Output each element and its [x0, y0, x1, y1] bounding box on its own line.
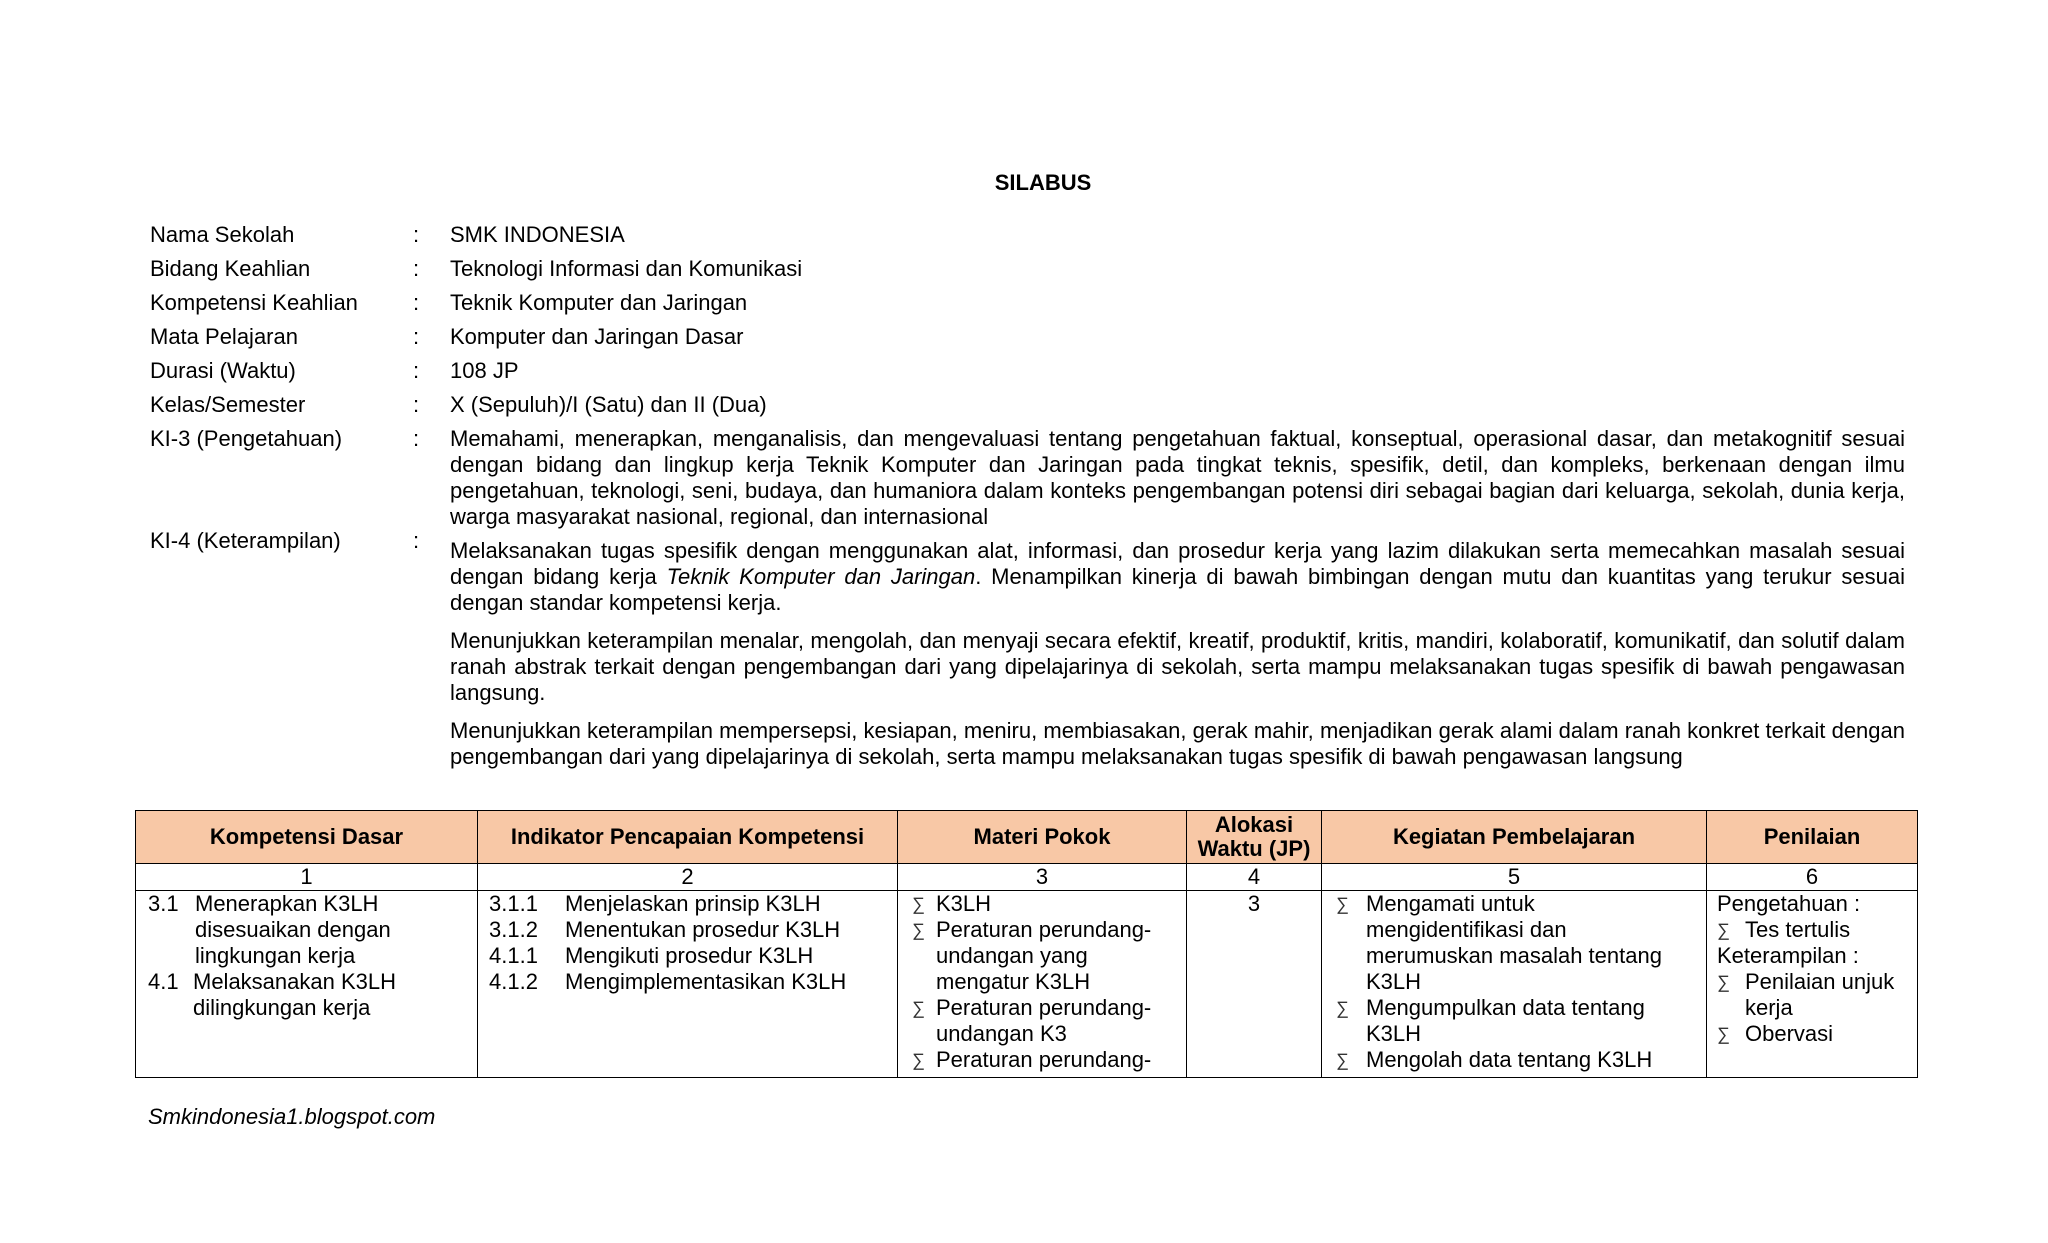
ipk-item — [478, 917, 897, 943]
sigma-bullet-icon: ∑ — [1336, 1050, 1349, 1070]
kd-cell — [136, 891, 478, 1078]
column-number: 2 — [478, 864, 898, 891]
info-value: X (Sepuluh)/I (Satu) dan II (Dua) — [450, 392, 767, 417]
ki4-text-block — [450, 538, 1905, 770]
ki4-paragraph-2: Menunjukkan keterampilan menalar, mengolah, dan menyaji secara efektif, kreatif, produktif, kritis, mandiri, kolaboratif, komunikatif, dan solutif dalam ranah abstrak terkait dengan pengembangan dari yang dipelajarinya di sekolah, serta mampu melaksanakan tugas spesifik di bawah pengawasan langsung. — [450, 628, 1905, 705]
document-title: SILABUS — [994, 170, 1092, 195]
penilaian-keterampilan-label: Keterampilan : — [1717, 943, 1859, 968]
syllabus-table-wrap — [135, 810, 1917, 1078]
footer-website: Smkindonesia1.blogspot.com — [148, 1104, 436, 1129]
info-value: Teknologi Informasi dan Komunikasi — [450, 256, 803, 281]
penilaian-item — [1717, 1021, 1917, 1047]
colon: : — [413, 324, 420, 349]
colon: : — [413, 290, 420, 315]
penilaian-text: Tes tertulis — [1745, 917, 1851, 942]
alokasi-cell: 3 — [1187, 891, 1322, 1078]
sigma-bullet-icon: ∑ — [912, 920, 925, 940]
column-header: Materi Pokok — [898, 811, 1187, 864]
column-header: Alokasi Waktu (JP) — [1187, 811, 1322, 864]
ki4-paragraph-3: Menunjukkan keterampilan mempersepsi, kesiapan, meniru, membiasakan, gerak mahir, menjadikan gerak alami dalam ranah konkret terkait dengan pengembangan dari yang dipelajarinya di sekolah, serta mampu melaksanakan tugas spesifik di bawah pengawasan langsung — [450, 718, 1905, 769]
colon: : — [413, 528, 420, 553]
penilaian-pengetahuan-label: Pengetahuan : — [1717, 891, 1861, 916]
materi-item — [898, 995, 1186, 1047]
ipk-text: Mengikuti prosedur K3LH — [565, 943, 814, 968]
materi-text: Peraturan perundang- — [936, 1047, 1152, 1072]
info-label: Kompetensi Keahlian — [150, 290, 358, 315]
ki4-p1-text: Melaksanakan tugas spesifik dengan menggunakan alat, informasi, dan prosedur kerja yang lazim dilakukan serta memecahkan masalah sesuai dengan bidang kerja — [450, 538, 1905, 589]
column-number: 5 — [1322, 864, 1707, 891]
materi-item — [898, 1047, 1186, 1073]
sigma-bullet-icon: ∑ — [1717, 920, 1730, 940]
ipk-number: 4.1.2 — [489, 969, 538, 994]
ki4-p1-text-end: . Menampilkan kinerja di bawah bimbingan dengan mutu dan kuantitas yang terukur sesuai dengan standar kompetensi kerja. — [450, 564, 1905, 615]
colon: : — [413, 426, 420, 451]
kd-item — [136, 969, 477, 1021]
sigma-bullet-icon: ∑ — [1717, 972, 1730, 992]
table-header-row — [136, 811, 1918, 864]
info-value: SMK INDONESIA — [450, 222, 625, 247]
ipk-cell — [478, 891, 898, 1078]
kegiatan-item — [1322, 995, 1706, 1047]
ki4-p1-italic: Teknik Komputer dan Jaringan — [666, 564, 976, 589]
column-header: Kegiatan Pembelajaran — [1322, 811, 1707, 864]
kd-number: 3.1 — [148, 891, 179, 916]
ki4-label: KI-4 (Keterampilan) — [150, 528, 341, 553]
info-label: Kelas/Semester — [150, 392, 306, 417]
column-header: Penilaian — [1707, 811, 1918, 864]
sigma-bullet-icon: ∑ — [1717, 1024, 1730, 1044]
ki3-text-block — [450, 426, 1905, 530]
materi-cell — [898, 891, 1187, 1078]
materi-item — [898, 917, 1186, 995]
syllabus-table — [135, 810, 1918, 1078]
column-header: Indikator Pencapaian Kompetensi — [478, 811, 898, 864]
sigma-bullet-icon: ∑ — [912, 998, 925, 1018]
colon: : — [413, 358, 420, 383]
info-label: Bidang Keahlian — [150, 256, 311, 281]
ki3-label: KI-3 (Pengetahuan) — [150, 426, 343, 451]
sigma-bullet-icon: ∑ — [1336, 998, 1349, 1018]
ki3-text: Memahami, menerapkan, menganalisis, dan mengevaluasi tentang pengetahuan faktual, konseptual, operasional dasar, dan metakognitif sesuai dengan bidang dan lingkup kerja Teknik Komputer dan Jaringan pada tingkat teknis, spesifik, detil, dan kompleks, berkenaan dengan ilmu pengetahuan, teknologi, seni, budaya, dan humaniora dalam konteks pengembangan potensi diri sebagai bagian dari keluarga, sekolah, dunia kerja, warga masyarakat nasional, regional, dan internasional — [450, 426, 1905, 529]
materi-text: Peraturan perundang-undangan yang mengatur K3LH — [936, 917, 1152, 994]
column-header: Kompetensi Dasar — [136, 811, 478, 864]
kd-number: 4.1 — [148, 969, 179, 994]
materi-text: Peraturan perundang-undangan K3 — [936, 995, 1152, 1046]
ipk-item — [478, 891, 897, 917]
column-number-row — [136, 864, 1918, 891]
sigma-bullet-icon: ∑ — [1336, 894, 1349, 914]
kegiatan-text: Mengamati untuk mengidentifikasi dan merumuskan masalah tentang K3LH — [1366, 891, 1662, 994]
sigma-bullet-icon: ∑ — [912, 894, 925, 914]
column-number: 6 — [1707, 864, 1918, 891]
info-value: Komputer dan Jaringan Dasar — [450, 324, 744, 349]
penilaian-text: Penilaian unjuk kerja — [1745, 969, 1895, 1020]
ipk-text: Menjelaskan prinsip K3LH — [565, 891, 821, 916]
kegiatan-text: Mengumpulkan data tentang K3LH — [1366, 995, 1645, 1046]
kegiatan-item — [1322, 1047, 1706, 1073]
colon: : — [413, 256, 420, 281]
info-value: 108 JP — [450, 358, 519, 383]
penilaian-text: Obervasi — [1745, 1021, 1834, 1046]
ipk-item — [478, 943, 897, 969]
info-label: Nama Sekolah — [150, 222, 295, 247]
kegiatan-item — [1322, 891, 1706, 995]
sigma-bullet-icon: ∑ — [912, 1050, 925, 1070]
materi-text: K3LH — [936, 891, 992, 916]
kd-text: Menerapkan K3LH disesuaikan dengan lingkungan kerja — [195, 891, 391, 968]
kegiatan-text: Mengolah data tentang K3LH — [1366, 1047, 1653, 1072]
ipk-number: 4.1.1 — [489, 943, 538, 968]
ipk-item — [478, 969, 897, 995]
column-number: 3 — [898, 864, 1187, 891]
ipk-text: Menentukan prosedur K3LH — [565, 917, 841, 942]
column-number: 1 — [136, 864, 478, 891]
kd-item — [136, 891, 477, 969]
colon: : — [413, 222, 420, 247]
ipk-text: Mengimplementasikan K3LH — [565, 969, 847, 994]
table-row — [136, 891, 1918, 1078]
kegiatan-cell — [1322, 891, 1707, 1078]
info-value: Teknik Komputer dan Jaringan — [450, 290, 748, 315]
penilaian-cell — [1707, 891, 1918, 1078]
column-number: 4 — [1187, 864, 1322, 891]
materi-item — [898, 891, 1186, 917]
ki4-paragraph-1 — [450, 538, 1905, 616]
ipk-number: 3.1.1 — [489, 891, 538, 916]
kd-text: Melaksanakan K3LH dilingkungan kerja — [193, 969, 397, 1020]
penilaian-item — [1717, 917, 1917, 943]
penilaian-item — [1717, 969, 1917, 1021]
colon: : — [413, 392, 420, 417]
info-label: Durasi (Waktu) — [150, 358, 296, 383]
info-label: Mata Pelajaran — [150, 324, 298, 349]
ipk-number: 3.1.2 — [489, 917, 538, 942]
